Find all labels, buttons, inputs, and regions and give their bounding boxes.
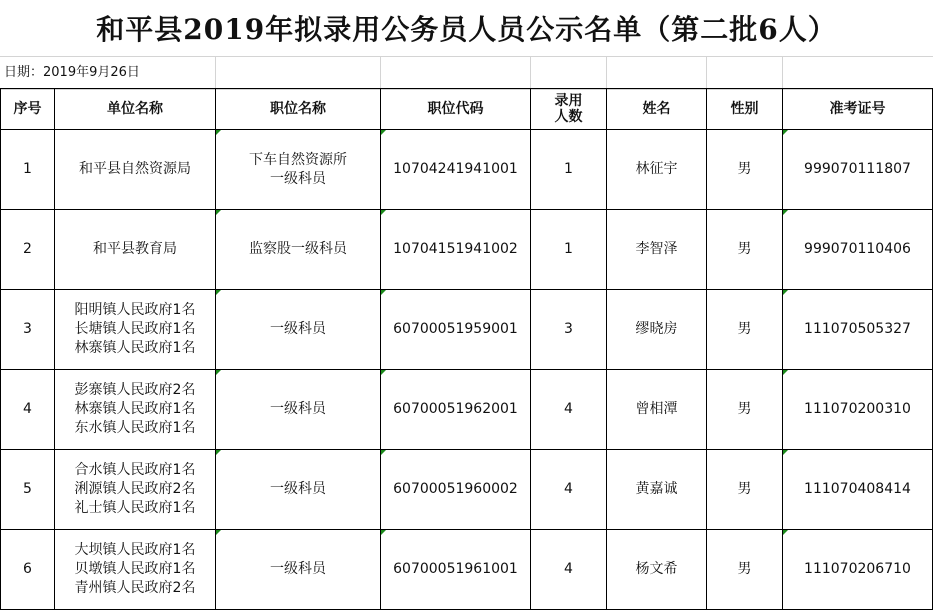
cell-unit <box>55 210 216 290</box>
cell-position-line: 一级科员 <box>270 401 326 417</box>
cell-gender: 男 <box>707 210 783 290</box>
cell-gender: 男 <box>707 370 783 450</box>
cell-seq: 2 <box>1 210 55 290</box>
col-header-seq: 序号 <box>1 89 55 130</box>
cell-unit <box>55 530 216 610</box>
cell-unit-line: 阳明镇人民政府1名 <box>74 302 196 318</box>
cell-position-line: 下车自然资源所 <box>249 151 347 168</box>
cell-position <box>216 370 381 450</box>
col-header-unit: 单位名称 <box>55 89 216 130</box>
cell-gender: 男 <box>707 130 783 210</box>
cell-gender: 男 <box>707 290 783 370</box>
table-row <box>1 130 933 210</box>
cell-position <box>216 450 381 530</box>
cell-name: 缪晓房 <box>607 290 707 370</box>
cell-position-line: 一级科员 <box>270 321 326 337</box>
col-header-name: 姓名 <box>607 89 707 130</box>
cell-unit-line: 礼士镇人民政府1名 <box>74 500 196 516</box>
cell-seq: 5 <box>1 450 55 530</box>
cell-unit-line: 林寨镇人民政府1名 <box>74 401 196 417</box>
cell-count: 4 <box>531 450 607 530</box>
cell-count: 4 <box>531 370 607 450</box>
col-header-code: 职位代码 <box>381 89 531 130</box>
cell-position-line: 一级科员 <box>270 561 326 577</box>
divider <box>380 57 381 89</box>
cell-seq: 6 <box>1 530 55 610</box>
cell-code: 60700051961001 <box>381 530 531 610</box>
cell-unit-line: 贝墩镇人民政府1名 <box>74 561 196 577</box>
cell-count: 3 <box>531 290 607 370</box>
table-row <box>1 290 933 370</box>
cell-unit-line: 浰源镇人民政府2名 <box>74 481 196 497</box>
cell-unit-line: 林寨镇人民政府1名 <box>74 340 196 356</box>
cell-unit-line: 和平县教育局 <box>93 241 177 257</box>
divider <box>782 57 783 89</box>
cell-position <box>216 210 381 290</box>
col-header-gender: 性别 <box>707 89 783 130</box>
cell-code: 10704151941002 <box>381 210 531 290</box>
cell-position-line: 一级科员 <box>270 170 326 187</box>
cell-code: 60700051962001 <box>381 370 531 450</box>
table-row <box>1 450 933 530</box>
cell-code: 60700051959001 <box>381 290 531 370</box>
header-row <box>1 89 933 130</box>
cell-position-line: 监察股一级科员 <box>249 241 347 257</box>
cell-exam-id: 111070206710 <box>783 530 933 610</box>
cell-position <box>216 130 381 210</box>
cell-name: 杨文希 <box>607 530 707 610</box>
cell-exam-id: 111070408414 <box>783 450 933 530</box>
cell-unit <box>55 290 216 370</box>
cell-seq: 3 <box>1 290 55 370</box>
cell-unit-line: 合水镇人民政府1名 <box>74 462 196 478</box>
cell-unit-line: 东水镇人民政府1名 <box>74 420 196 436</box>
cell-exam-id: 111070505327 <box>783 290 933 370</box>
divider <box>530 57 531 89</box>
cell-count: 1 <box>531 210 607 290</box>
cell-unit-line: 青州镇人民政府2名 <box>74 580 196 596</box>
cell-seq: 4 <box>1 370 55 450</box>
divider <box>215 57 216 89</box>
cell-name: 林征宇 <box>607 130 707 210</box>
cell-position <box>216 530 381 610</box>
cell-position <box>216 290 381 370</box>
date-row <box>0 56 933 90</box>
col-header-hire-count <box>531 89 607 130</box>
cell-gender: 男 <box>707 530 783 610</box>
table-row <box>1 370 933 450</box>
cell-count: 1 <box>531 130 607 210</box>
cell-unit-line: 彭寨镇人民政府2名 <box>74 382 196 398</box>
cell-unit <box>55 370 216 450</box>
cell-name: 曾相潭 <box>607 370 707 450</box>
roster-table <box>0 88 933 610</box>
hire-count-line-1: 录用 <box>554 93 583 109</box>
cell-count: 4 <box>531 530 607 610</box>
cell-unit-line: 长塘镇人民政府1名 <box>74 321 196 337</box>
divider <box>606 57 607 89</box>
cell-seq: 1 <box>1 130 55 210</box>
cell-code: 60700051960002 <box>381 450 531 530</box>
cell-exam-id: 999070110406 <box>783 210 933 290</box>
col-header-exam-id: 准考证号 <box>783 89 933 130</box>
divider <box>706 57 707 89</box>
col-header-position: 职位名称 <box>216 89 381 130</box>
publish-date: 日期：2019年9月26日 <box>4 65 140 80</box>
cell-gender: 男 <box>707 450 783 530</box>
cell-exam-id: 111070200310 <box>783 370 933 450</box>
cell-position-line: 一级科员 <box>270 481 326 497</box>
cell-unit-line: 大坝镇人民政府1名 <box>74 542 196 558</box>
page-title: 和平县2019年拟录用公务员人员公示名单（第二批6人） <box>96 13 837 46</box>
cell-name: 黄嘉诚 <box>607 450 707 530</box>
table-row <box>1 530 933 610</box>
cell-unit-line: 和平县自然资源局 <box>79 161 191 177</box>
cell-unit <box>55 130 216 210</box>
cell-unit <box>55 450 216 530</box>
cell-name: 李智泽 <box>607 210 707 290</box>
table-row <box>1 210 933 290</box>
cell-exam-id: 999070111807 <box>783 130 933 210</box>
hire-count-line-2: 人数 <box>554 109 583 125</box>
cell-code: 10704241941001 <box>381 130 531 210</box>
